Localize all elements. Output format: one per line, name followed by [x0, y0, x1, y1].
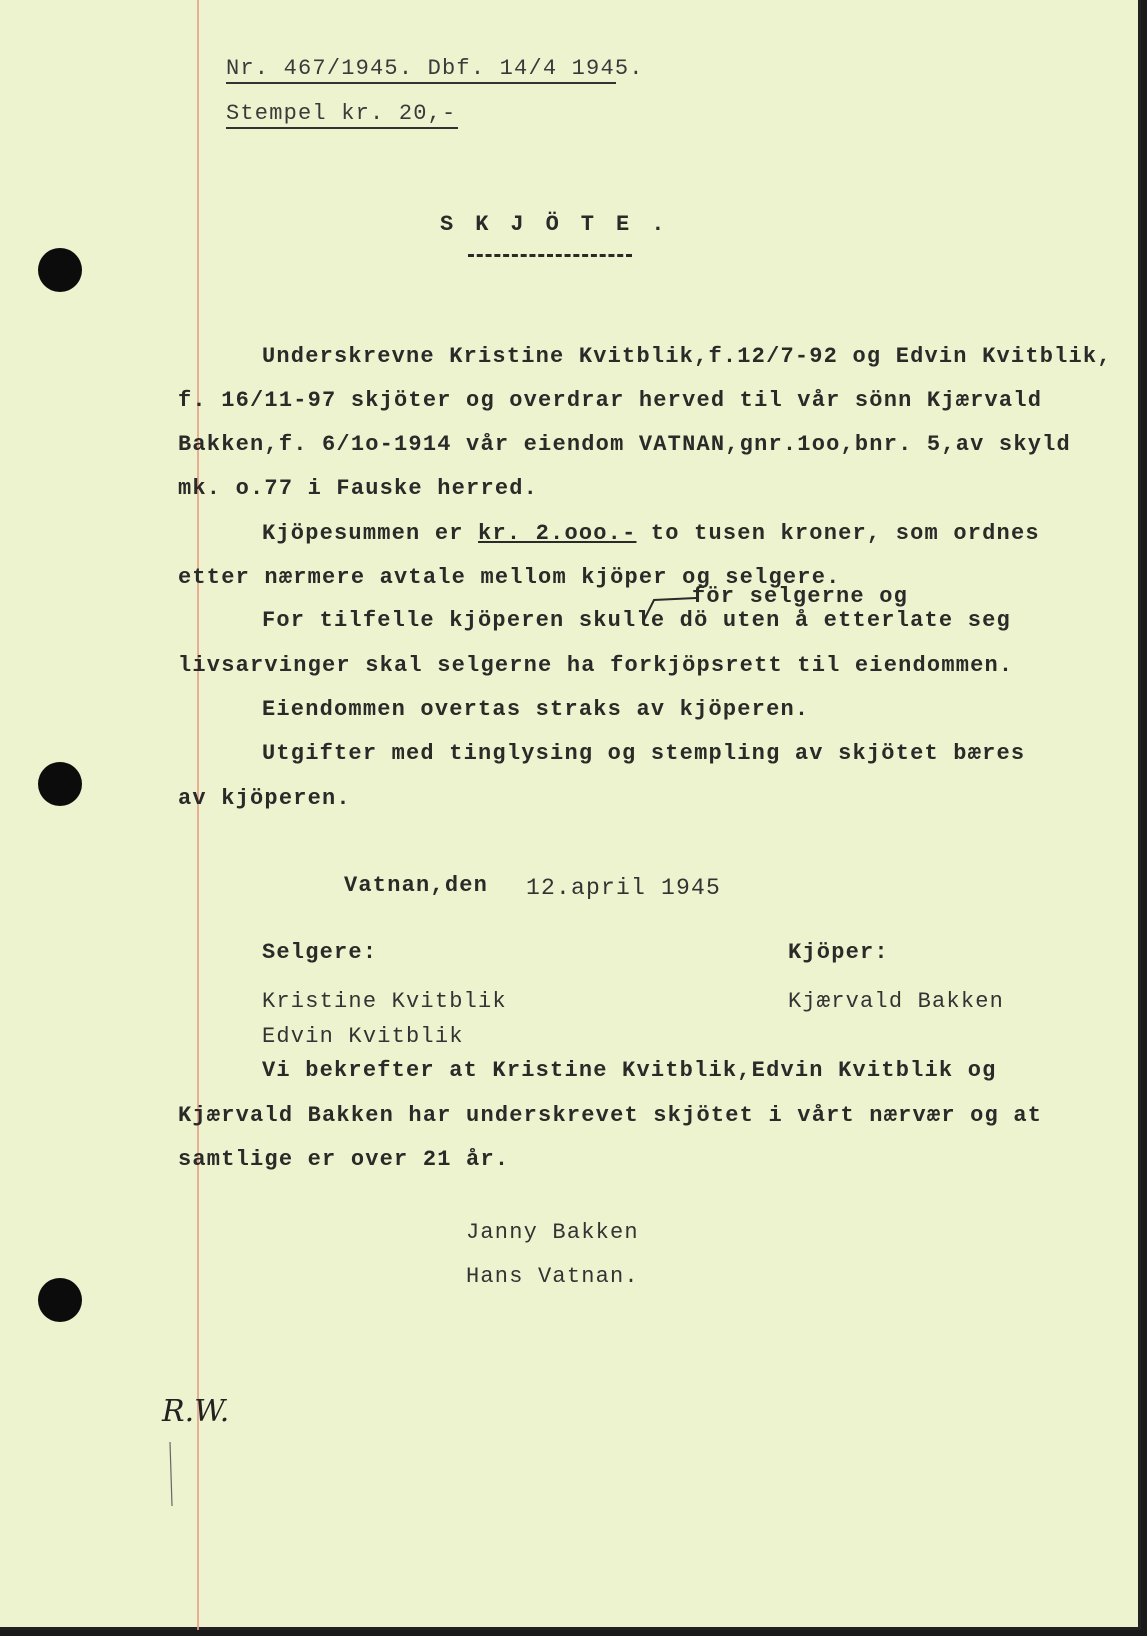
body-line: Utgifter med tinglysing og stempling av skjötet bæres [262, 741, 1026, 766]
buyer-label: Kjöper: [788, 940, 889, 965]
witness-name: Janny Bakken [466, 1220, 639, 1245]
place: Vatnan,den [344, 873, 489, 898]
purchase-amount: kr. 2.ooo.- [478, 521, 637, 546]
document-title: SKJÖTE. [440, 212, 687, 237]
body-text: Kjöpesummen er [262, 521, 479, 546]
stamp-fee: Stempel kr. 20,- [226, 101, 457, 126]
handwritten-initials: R.W. [162, 1394, 230, 1429]
body-line: livsarvinger skal selgerne ha forkjöpsrett til eiendommen. [178, 653, 1014, 678]
seller-name: Kristine Kvitblik [262, 989, 507, 1014]
witness-line: samtlige er over 21 år. [178, 1147, 510, 1172]
stamp-fee-underline [226, 127, 458, 129]
body-line: etter nærmere avtale mellom kjöper og selgere. [178, 565, 841, 590]
margin-rule [197, 0, 199, 1630]
seller-name: Edvin Kvitblik [262, 1024, 464, 1049]
punch-hole-top [38, 248, 82, 292]
body-line: Bakken,f. 6/1o-1914 vår eiendom VATNAN,gnr.1oo,bnr. 5,av skyld [178, 432, 1071, 457]
date: 12.april 1945 [526, 875, 722, 901]
title-rule [468, 254, 632, 260]
body-line: mk. o.77 i Fauske herred. [178, 476, 539, 501]
sellers-label: Selgere: [262, 940, 378, 965]
pencil-mark [166, 1440, 176, 1510]
body-line: f. 16/11-97 skjöter og overdrar herved til vår sönn Kjærvald [178, 388, 1043, 413]
punch-hole-middle [38, 762, 82, 806]
punch-hole-bottom [38, 1278, 82, 1322]
body-text: to tusen kroner, som ordnes [636, 521, 1040, 546]
buyer-name: Kjærvald Bakken [788, 989, 1005, 1014]
witness-line: Kjærvald Bakken har underskrevet skjötet i vårt nærvær og at [178, 1103, 1043, 1128]
registration-ref-underline [226, 82, 616, 84]
handwritten-insertion: för selgerne og [692, 584, 909, 609]
registration-ref: Nr. 467/1945. Dbf. 14/4 1945. [226, 56, 644, 81]
body-line [262, 521, 1040, 546]
witness-line: Vi bekrefter at Kristine Kvitblik,Edvin Kvitblik og [262, 1058, 997, 1083]
body-line: Underskrevne Kristine Kvitblik,f.12/7-92 og Edvin Kvitblik, [262, 344, 1112, 369]
body-line: Eiendommen overtas straks av kjöperen. [262, 697, 810, 722]
body-line: For tilfelle kjöperen skulle dö uten å etterlate seg [262, 608, 1011, 633]
witness-name: Hans Vatnan. [466, 1264, 639, 1289]
body-line: av kjöperen. [178, 786, 351, 811]
